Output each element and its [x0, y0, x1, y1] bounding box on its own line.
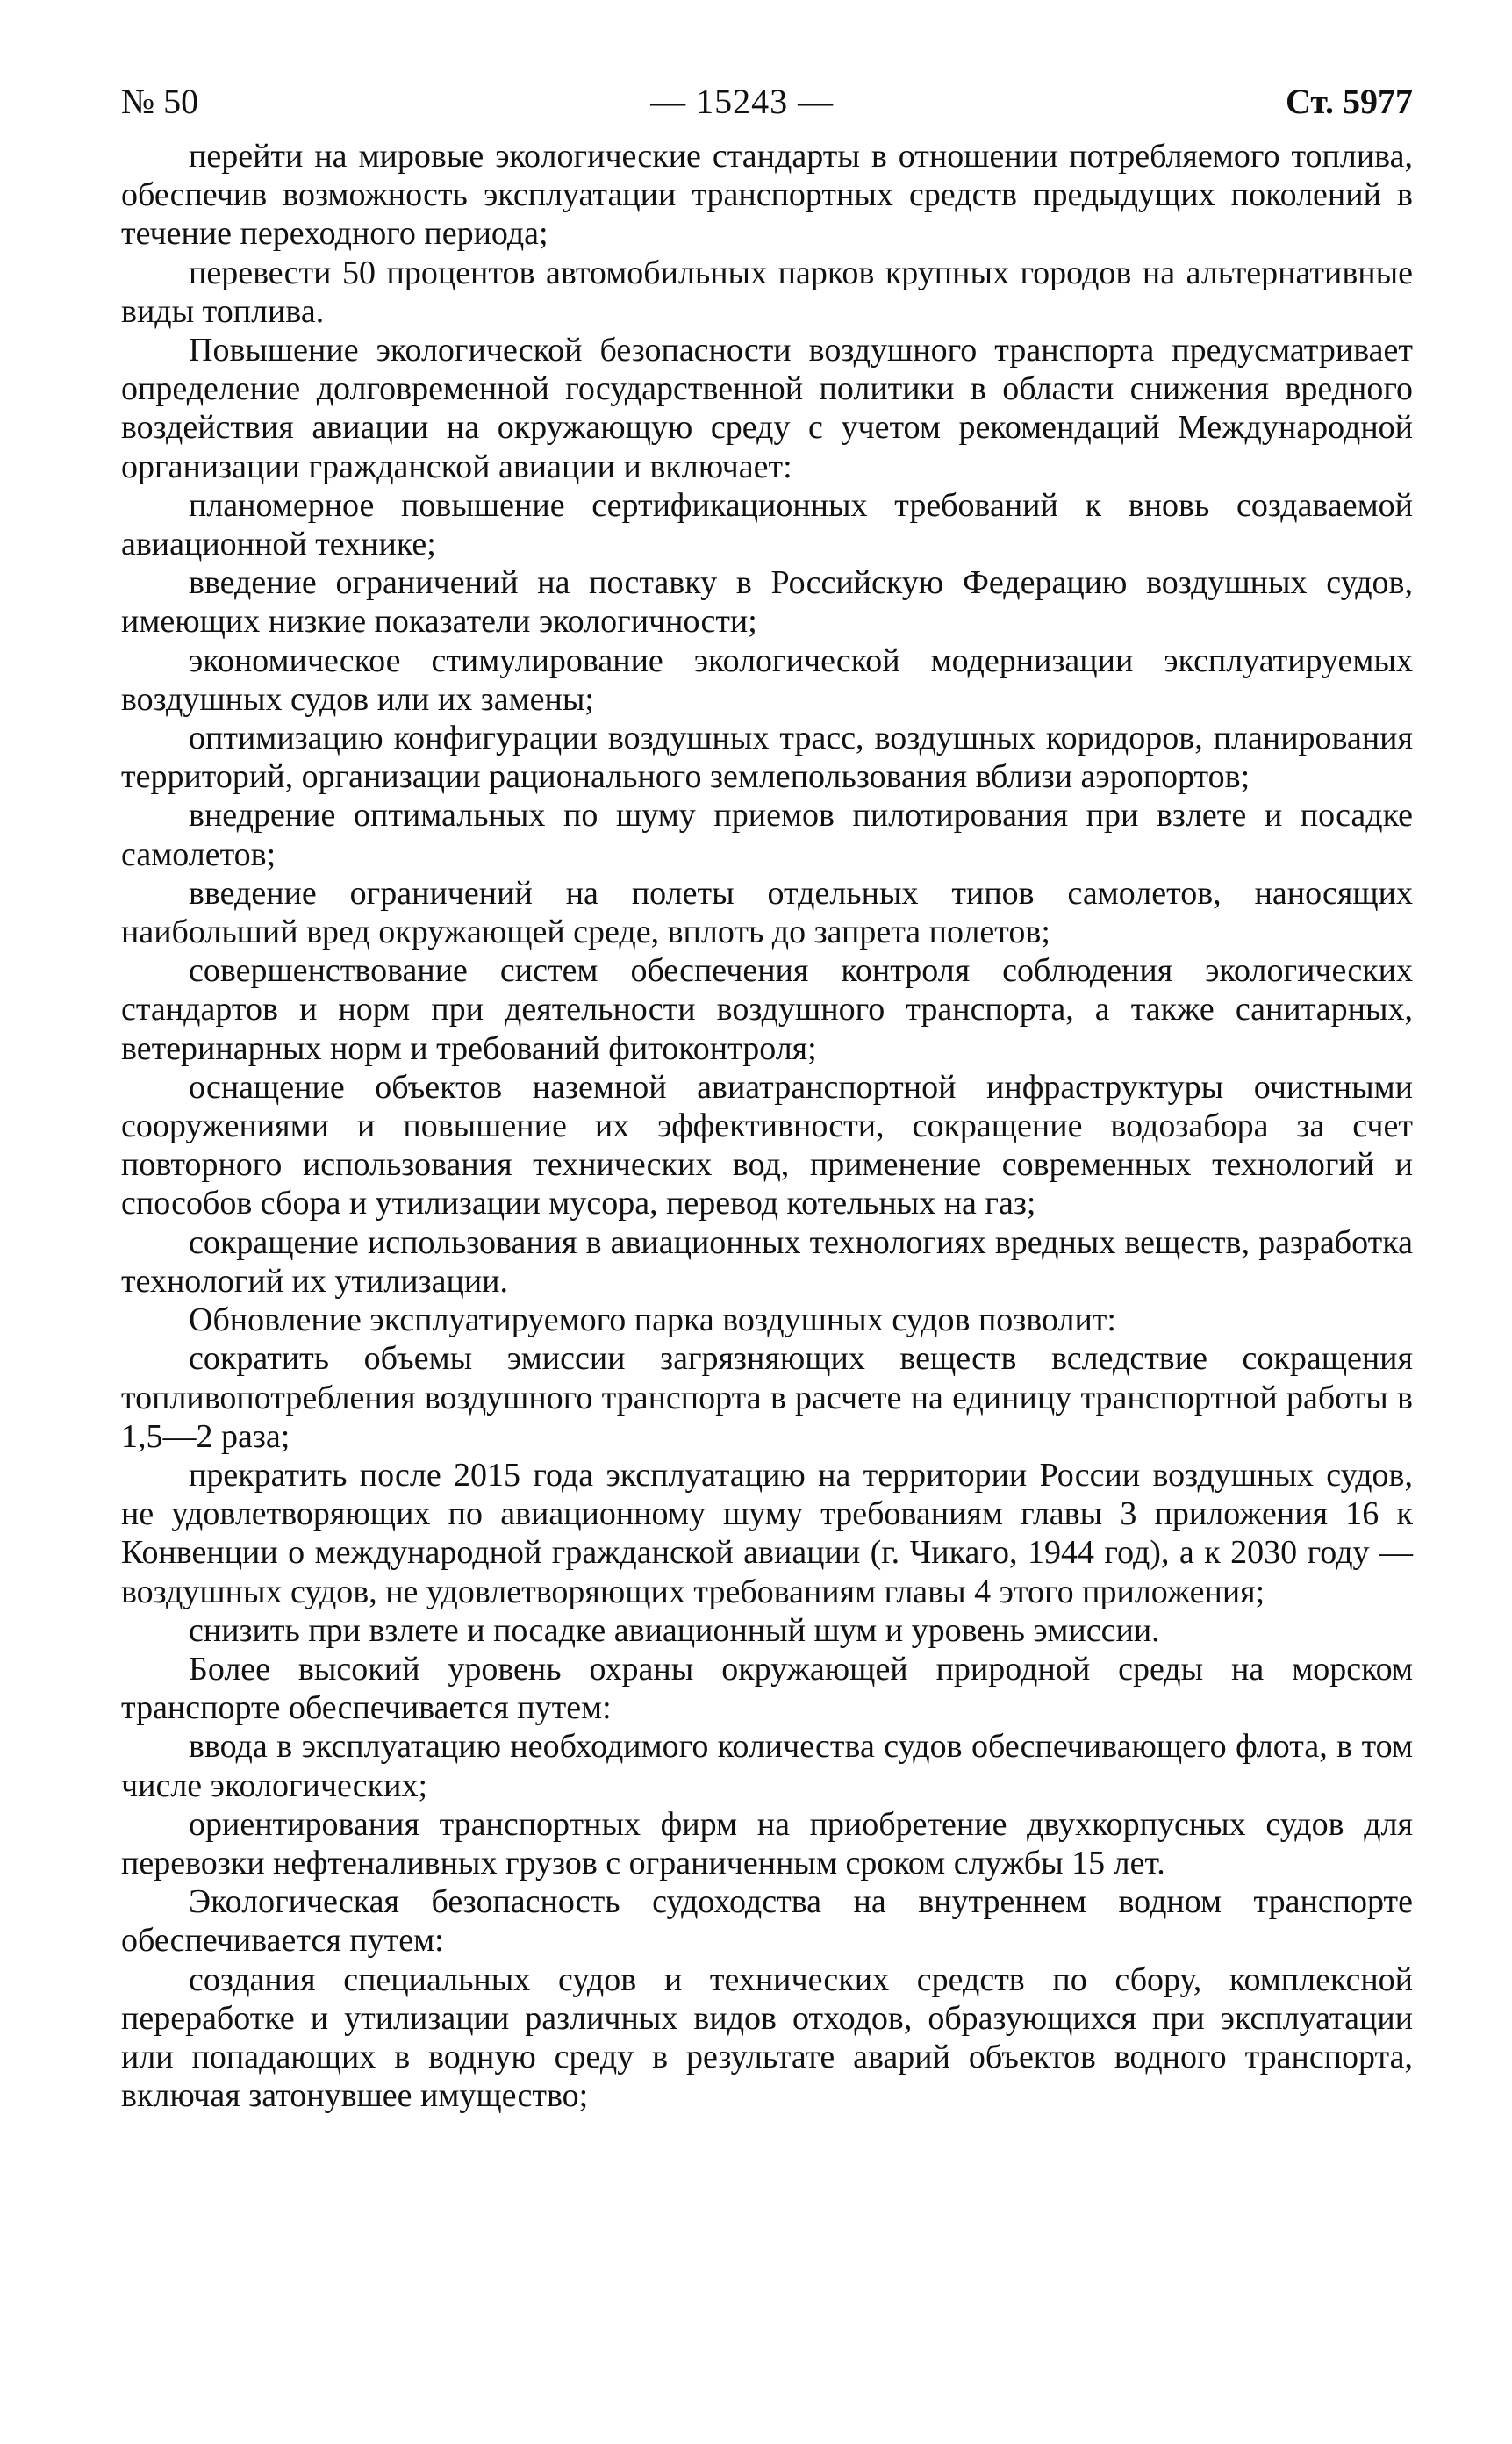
paragraph: оптимизацию конфигурации воздушных трасс, воздушных коридоров, планирования территорий, организации рационального землепользования вблизи аэропортов; — [121, 720, 1413, 796]
paragraph: Повышение экологической безопасности воздушного транспорта предусматривает определение долговременной государственной политики в области снижения вредного воздействия авиации на окружающую среду с учетом рекомендаций Международной организации гражданской авиации и включает: — [121, 332, 1413, 485]
document-page — [121, 84, 1413, 2115]
paragraph: внедрение оптимальных по шуму приемов пилотирования при взлете и посадке самолетов; — [121, 797, 1413, 873]
paragraph: ввода в эксплуатацию необходимого количества судов обеспечивающего флота, в том числе экологических; — [121, 1728, 1413, 1804]
paragraph: оснащение объектов наземной авиатранспортной инфраструктуры очистными сооружениями и повышение их эффективности, сокращение водозабора за счет повторного использования технических вод, применение современных технологий и способов сбора и утилизации мусора, перевод котельных на газ; — [121, 1068, 1413, 1222]
paragraph: перевести 50 процентов автомобильных парков крупных городов на альтернативные виды топлива. — [121, 254, 1413, 330]
paragraph: совершенствование систем обеспечения контроля соблюдения экологических стандартов и норм при деятельности воздушного транспорта, а также санитарных, ветеринарных норм и требований фитоконтроля; — [121, 952, 1413, 1067]
paragraph: снизить при взлете и посадке авиационный шум и уровень эмиссии. — [189, 1611, 1160, 1649]
document-body — [121, 137, 1413, 2115]
paragraph: Более высокий уровень охраны окружающей природной среды на морском транспорте обеспечивается путем: — [121, 1650, 1413, 1727]
paragraph: сократить объемы эмиссии загрязняющих веществ вследствие сокращения топливопотребления воздушного транспорта в расчете на единицу транспортной работы в 1,5—2 раза; — [121, 1340, 1413, 1455]
paragraph: введение ограничений на поставку в Российскую Федерацию воздушных судов, имеющих низкие показатели экологичности; — [121, 564, 1413, 641]
article-number: Ст. 5977 — [1285, 82, 1413, 121]
paragraph: введение ограничений на полеты отдельных типов самолетов, наносящих наибольший вред окружающей среде, вплоть до запрета полетов; — [121, 874, 1413, 951]
paragraph: прекратить после 2015 года эксплуатацию на территории России воздушных судов, не удовлетворяющих по авиационному шуму требованиям главы 3 приложения 16 к Конвенции о международной гражданской авиации (г. Чикаго, 1944 год), а к 2030 году — воздушных судов, не удовлетворяющих требованиям главы 4 этого приложения; — [121, 1456, 1413, 1610]
page-header — [121, 84, 1413, 137]
paragraph: ориентирования транспортных фирм на приобретение двухкорпусных судов для перевозки нефтеналивных грузов с ограниченным сроком службы 15 лет. — [121, 1805, 1413, 1881]
paragraph: перейти на мировые экологические стандарты в отношении потребляемого топлива, обеспечив возможность эксплуатации транспортных средств предыдущих поколений в течение переходного периода; — [121, 138, 1413, 253]
issue-number: № 50 — [121, 82, 199, 121]
paragraph: Обновление эксплуатируемого парка воздушных судов позволит: — [189, 1301, 1116, 1339]
paragraph: экономическое стимулирование экологической модернизации эксплуатируемых воздушных судов или их замены; — [121, 641, 1413, 718]
paragraph: Экологическая безопасность судоходства на внутреннем водном транспорте обеспечивается путем: — [121, 1883, 1413, 1960]
paragraph: сокращение использования в авиационных технологиях вредных веществ, разработка технологий их утилизации. — [121, 1223, 1413, 1300]
paragraph: планомерное повышение сертификационных требований к вновь создаваемой авиационной технике; — [121, 486, 1413, 563]
paragraph: создания специальных судов и технических средств по сбору, комплексной переработке и утилизации различных видов отходов, образующихся при эксплуатации или попадающих в водную среду в результате аварий объектов водного транспорта, включая затонувшее имущество; — [121, 1960, 1413, 2115]
page-number: — 15243 — — [650, 82, 835, 121]
